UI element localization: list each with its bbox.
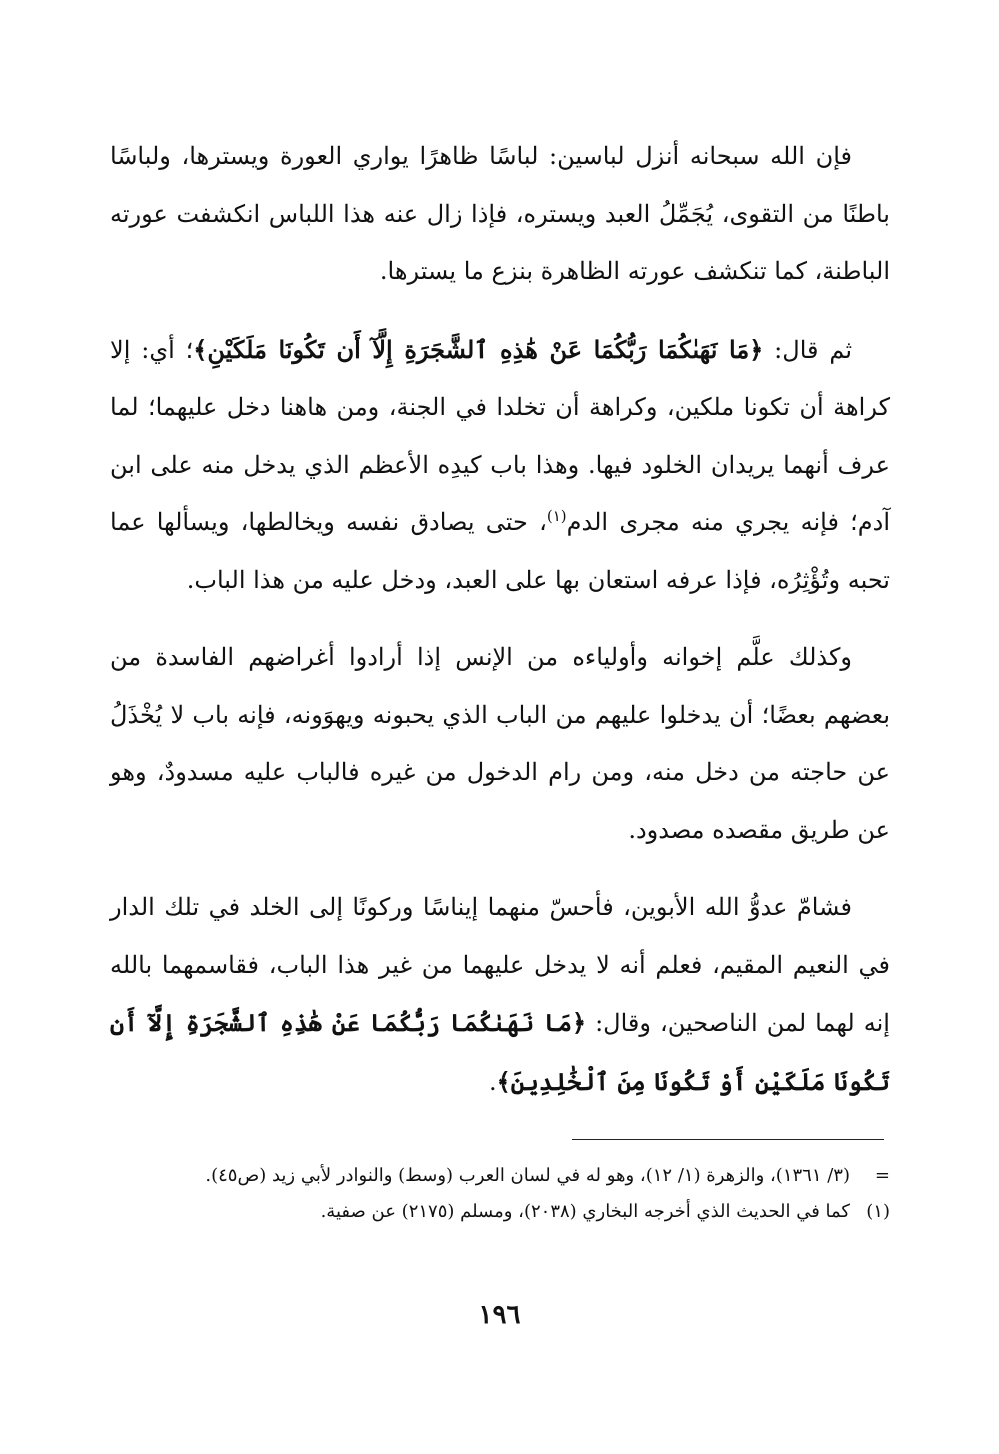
paragraph-2-end: ، حتى يصادق نفسه ويخالطها، ويسألها عما تحبه وتُؤْثِرُه، فإذا عرفه استعان بها على العبد، ودخل عليه من هذا الباب. bbox=[110, 508, 890, 594]
footnote-1-text: كما في الحديث الذي أخرجه البخاري (٢٠٣٨)، ومسلم (٢١٧٥) عن صفية. bbox=[320, 1201, 850, 1222]
footnote-divider bbox=[572, 1139, 884, 1140]
main-text bbox=[110, 128, 890, 1131]
footnote-1 bbox=[108, 1194, 890, 1230]
paragraph-4 bbox=[110, 879, 890, 1111]
continuation-mark: = bbox=[874, 1165, 890, 1186]
footnote-1-number: (١) bbox=[866, 1201, 890, 1222]
page-number: ١٩٦ bbox=[478, 1300, 521, 1330]
paragraph-1: فإن الله سبحانه أنزل لباسين: لباسًا ظاهرًا يواري العورة ويسترها، ولباسًا باطنًا من التقوى، يُجَمِّلُ العبد ويستره، فإذا زال عنه هذا اللباس انكشفت عورته الباطنة، كما تنكشف عورته الظاهرة بنزع ما يسترها. bbox=[110, 142, 890, 285]
quran-verse: ﴿مَا نَهَىٰكُمَا رَبُّكُمَا عَنْ هَٰذِهِ ٱلشَّجَرَةِ إِلَّآ أَن تَكُونَا مَلَكَيْنِ﴾ bbox=[193, 334, 764, 364]
quran-verse: ﴿مَا نَهَىٰكُمَا رَبُّكُمَا عَنْ هَٰذِهِ ٱلشَّجَرَةِ إِلَّآ أَن تَكُونَا مَلَكَيْنِ أَوْ تَكُونَا مِنَ ٱلْخَٰلِدِينَ﴾ bbox=[110, 1008, 890, 1096]
paragraph-4-end: . bbox=[489, 1067, 497, 1096]
paragraph-3: وكذلك علَّم إخوانه وأولياءه من الإنس إذا أرادوا أغراضهم الفاسدة من بعضهم بعضًا؛ أن يدخلوا عليهم من الباب الذي يحبونه ويهوَونه، فإنه باب لا يُخْذَلُ عن حاجته من دخل منه، ومن رام الدخول من غيره فالباب عليه مسدودٌ، وهو عن طريق مقصده مصدود. bbox=[110, 643, 891, 844]
paragraph-2 bbox=[110, 321, 890, 610]
footnotes bbox=[108, 1158, 890, 1230]
paragraph-2-intro: ثم قال: bbox=[763, 335, 853, 364]
footnote-continuation bbox=[108, 1158, 890, 1194]
footnote-continuation-text: (٣/ ١٣٦١)، والزهرة (١/ ١٢)، وهو له في لسان العرب (وسط) والنوادر لأبي زيد (ص٤٥). bbox=[205, 1165, 850, 1186]
paragraph-2-body: ؛ أي: إلا كراهة أن تكونا ملكين، وكراهة أن تخلدا في الجنة، ومن هاهنا دخل عليهما؛ لما عرف أنهما يريدان الخلود فيها. وهذا باب كيدِه الأعظم الذي يدخل منه على ابن آدم؛ فإنه يجري منه مجرى الدم bbox=[110, 335, 891, 536]
paragraph-4-body: فشامّ عدوُّ الله الأبوين، فأحسّ منهما إيناسًا وركونًا إلى الخلد في تلك الدار في النعيم المقيم، فعلم أنه لا يدخل عليهما من غير هذا الباب، فقاسمهما بالله إنه لهما لمن الناصحين، وقال: bbox=[110, 893, 890, 1037]
footnote-reference: (١) bbox=[546, 507, 567, 525]
